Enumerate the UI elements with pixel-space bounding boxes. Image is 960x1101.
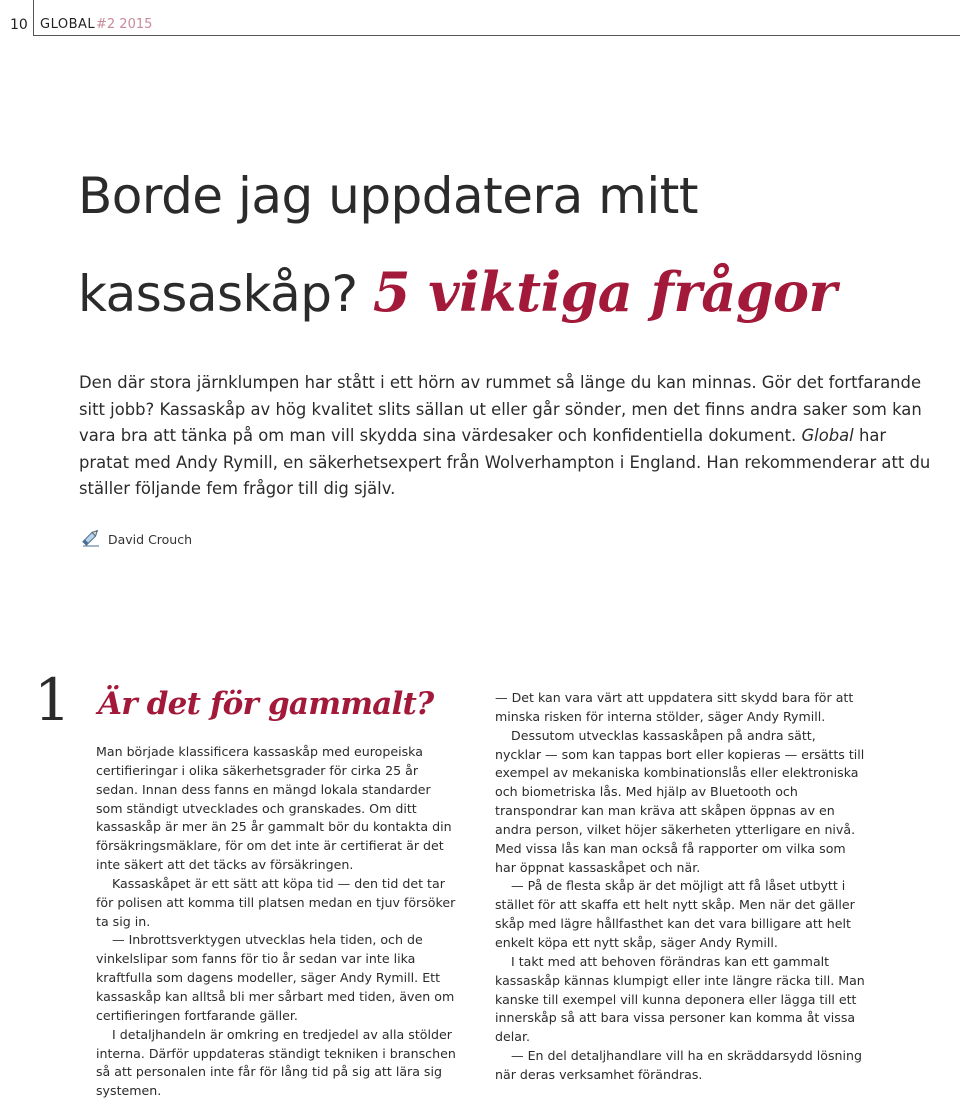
paragraph: Dessutom utvecklas kassaskåpen på andra sätt, nycklar — som kan tappas bort eller kopieras — ersätts till exempel av mekaniska kombinationslås eller elektroniska och biometriska lås. Med hjälp av Bluetooth och transpondrar kan man kräva att skåpen öppnas av en andra person, vilket höjer säkerheten ytterligare en nivå. Med vissa lås kan man också få rapporter om vilka som har öppnat kassaskåpet och när. bbox=[495, 727, 865, 875]
article-title bbox=[78, 148, 948, 342]
paragraph: — Inbrottsverktygen utvecklas hela tiden, och de vinkelslipar som fanns för tio år sedan var inte lika kraftfulla som dagens modeller, säger Andy Rymill. Ett kassaskåp kan alltså bli mer sårbart med tiden, även om certifieringen fortfarande gäller. bbox=[96, 932, 455, 1023]
paragraph: Kassaskåpet är ett sätt att köpa tid — den tid det tar för polisen att komma till platsen medan en tjuv försöker ta sig in. bbox=[96, 875, 456, 929]
byline bbox=[80, 528, 192, 550]
intro-text-2: har pratat med Andy Rymill, en säkerhetsexpert från Wolverhampton i England. Han rekommenderar att du ställer följande fem frågor till dig själv. bbox=[79, 426, 931, 498]
section-heading: Är det för gammalt? bbox=[98, 686, 434, 722]
paragraph: I detaljhandeln är omkring en tredjedel av alla stölder interna. Därför uppdateras ständigt tekniken i branschen så att personalen inte får för lång tid på sig att lära sig systemen. bbox=[96, 1026, 456, 1099]
paragraph: — Det kan vara värt att uppdatera sitt skydd bara för att minska risken för interna stölder, säger Andy Rymill. bbox=[495, 690, 854, 724]
magazine-name: GLOBAL bbox=[40, 17, 96, 32]
paragraph: — En del detaljhandlare vill ha en skräddarsydd lösning när deras verksamhet förändras. bbox=[495, 1048, 862, 1082]
paragraph: — På de flesta skåp är det möjligt att få låset utbytt i stället för att skaffa ett helt nytt skåp. Men när det gäller skåp med lägre hållfasthet kan det vara billigare att helt enkelt köpa ett nytt skåp, säger Andy Rymill. bbox=[495, 878, 855, 950]
pen-icon bbox=[80, 526, 102, 552]
author-name: David Crouch bbox=[108, 531, 193, 547]
paragraph: Man började klassificera kassaskåp med europeiska certifieringar i olika säkerhetsgrader för cirka 25 år sedan. Innan dess fanns en mängd lokala standarder som ständigt utvecklades och granskades. Om ditt kassaskåp är mer än 25 år gammalt bör du kontakta din försäkringsmäklare, för om det inte är certifierat är det inte säkert att det täcks av försäkringen. bbox=[96, 744, 452, 873]
header-divider-vertical bbox=[33, 0, 34, 36]
header-divider-horizontal bbox=[33, 35, 960, 36]
article-intro bbox=[79, 370, 939, 503]
title-accent: 5 viktiga frågor bbox=[372, 260, 837, 324]
page-number: 10 bbox=[10, 17, 28, 33]
text-column-right bbox=[495, 689, 865, 1085]
page-header bbox=[0, 0, 960, 36]
paragraph: I takt med att behoven förändras kan ett gammalt kassaskåp kännas klumpigt eller inte längre räcka till. Man kanske till exempel vill kunna deponera eller lägga till ett innerskåp så att bara vissa personer kan komma åt vissa delar. bbox=[495, 953, 865, 1045]
intro-text-1: Den där stora järnklumpen har stått i ett hörn av rummet så länge du kan minnas. Gör det fortfarande sitt jobb? Kassaskåp av hög kvalitet slits sällan ut eller går sönder, men det finns andra saker som kan vara bra att tänka på om man vill skydda sina värdesaker och konfidentiella dokument. bbox=[79, 373, 922, 445]
section-number: 1 bbox=[34, 666, 71, 734]
issue-number: #2 2015 bbox=[96, 17, 153, 32]
intro-magazine-name: Global bbox=[801, 426, 854, 445]
text-column-left bbox=[96, 743, 458, 1101]
title-main: Borde jag uppdatera mitt kassaskåp? bbox=[78, 167, 698, 323]
